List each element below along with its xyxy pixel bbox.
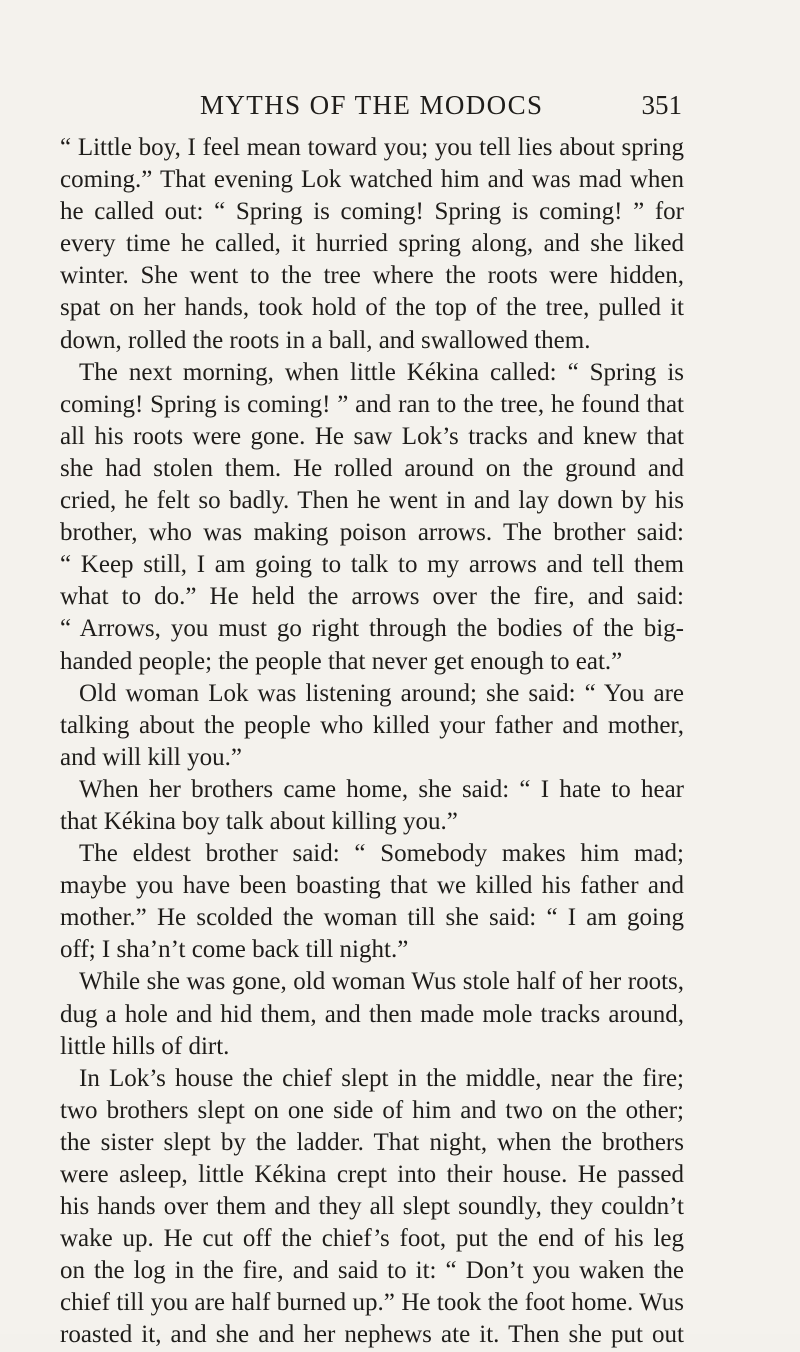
text-line [60,1127,684,1159]
text-line-content: off; I sha’n’t come back till night.” [60,936,409,964]
text-line-content: brother, who was making poison arrows. The brother said: [60,519,684,547]
text-line-content: that Kékina boy talk about killing you.” [60,807,458,835]
text-line-content: “ Arrows, you must go right through the bodies of the big- [60,615,684,643]
text-line [60,1319,684,1351]
text-line-content: roasted it, and she and her nephews ate it. Then she put out [60,1321,684,1349]
text-line [60,1031,684,1063]
text-line-content: the sister slept by the ladder. That night, when the brothers [60,1128,684,1156]
text-line [60,485,684,517]
text-line [60,453,684,485]
text-line [60,710,684,742]
text-line-content: winter. She went to the tree where the roots were hidden, [60,262,684,290]
text-line-content: his hands over them and they all slept soundly, they couldn’t [60,1193,684,1221]
text-line [60,1223,684,1255]
text-line [60,581,684,613]
text-line [60,774,684,806]
text-line-content: all his roots were gone. He saw Lok’s tracks and knew that [60,422,684,450]
text-line-content: spat on her hands, took hold of the top of the tree, pulled it [60,294,684,322]
text-line-content: wake up. He cut off the chief’s foot, put the end of his leg [60,1225,684,1253]
text-line-content: “ Keep still, I am going to talk to my arrows and tell them [60,551,684,579]
text-line-content: dug a hole and hid them, and then made mole tracks around, [60,1000,684,1028]
text-line-content: Old woman Lok was listening around; she said: “ You are [79,679,684,707]
text-line [60,325,684,357]
text-line [60,1191,684,1223]
text-line-content: mother.” He scolded the woman till she said: “ I am going [60,904,684,932]
text-line-content: he called out: “ Spring is coming! Spring is coming! ” for [60,198,684,226]
text-line [60,1095,684,1127]
text-line [60,389,684,421]
text-line [60,999,684,1031]
text-line-content: cried, he felt so badly. Then he went in and lay down by his [60,487,684,515]
text-line [60,132,684,164]
text-line-content: little hills of dirt. [60,1032,230,1060]
text-line-content: down, rolled the roots in a ball, and swallowed them. [60,326,591,354]
text-line [60,806,684,838]
text-line-content: and will kill you.” [60,743,242,771]
text-line [60,838,684,870]
text-line [60,260,684,292]
text-line [60,1159,684,1191]
text-line-content: what to do.” He held the arrows over the fire, and said: [60,583,684,611]
text-line-content: In Lok’s house the chief slept in the middle, near the fire; [79,1064,684,1092]
text-line-content: While she was gone, old woman Wus stole half of her roots, [79,968,684,996]
text-line-content: she had stolen them. He rolled around on the ground and [60,454,684,482]
text-line-content: maybe you have been boasting that we killed his father and [60,872,684,900]
text-line-content: coming.” That evening Lok watched him and was mad when [60,166,684,194]
running-header [200,86,682,124]
text-line [60,1255,684,1287]
text-line [60,228,684,260]
text-line [60,742,684,774]
text-line [60,870,684,902]
chapter-title: MYTHS OF THE MODOCS [200,90,544,120]
text-line [60,966,684,998]
text-line [60,678,684,710]
text-line [60,517,684,549]
text-line-content: coming! Spring is coming! ” and ran to the tree, he found that [60,390,684,418]
text-line [60,613,684,645]
text-line-content: handed people; the people that never get enough to eat.” [60,647,623,675]
text-line-content: talking about the people who killed your father and mother, [60,711,684,739]
text-line [60,1287,684,1319]
text-line [60,164,684,196]
text-line-content: chief till you are half burned up.” He took the foot home. Wus [60,1289,684,1317]
text-line [60,357,684,389]
text-line-content: The eldest brother said: “ Somebody makes him mad; [79,840,684,868]
text-line [60,1063,684,1095]
text-line-content: on the log in the fire, and said to it: “ Don’t you waken the [60,1257,684,1285]
text-line [60,934,684,966]
text-line [60,292,684,324]
text-line [60,902,684,934]
text-line [60,646,684,678]
text-line [60,421,684,453]
text-line-content: two brothers slept on one side of him and two on the other; [60,1096,684,1124]
text-line-content: “ Little boy, I feel mean toward you; you tell lies about spring [60,134,684,161]
text-line-content: every time he called, it hurried spring along, and she liked [60,230,684,258]
text-line-content: When her brothers came home, she said: “ I hate to hear [79,775,684,803]
text-line [60,196,684,228]
page-number: 351 [641,90,682,120]
text-line-content: were asleep, little Kékina crept into their house. He passed [60,1161,684,1188]
page-body [60,132,684,1352]
text-line [60,549,684,581]
text-line-content: The next morning, when little Kékina called: “ Spring is [79,358,684,386]
